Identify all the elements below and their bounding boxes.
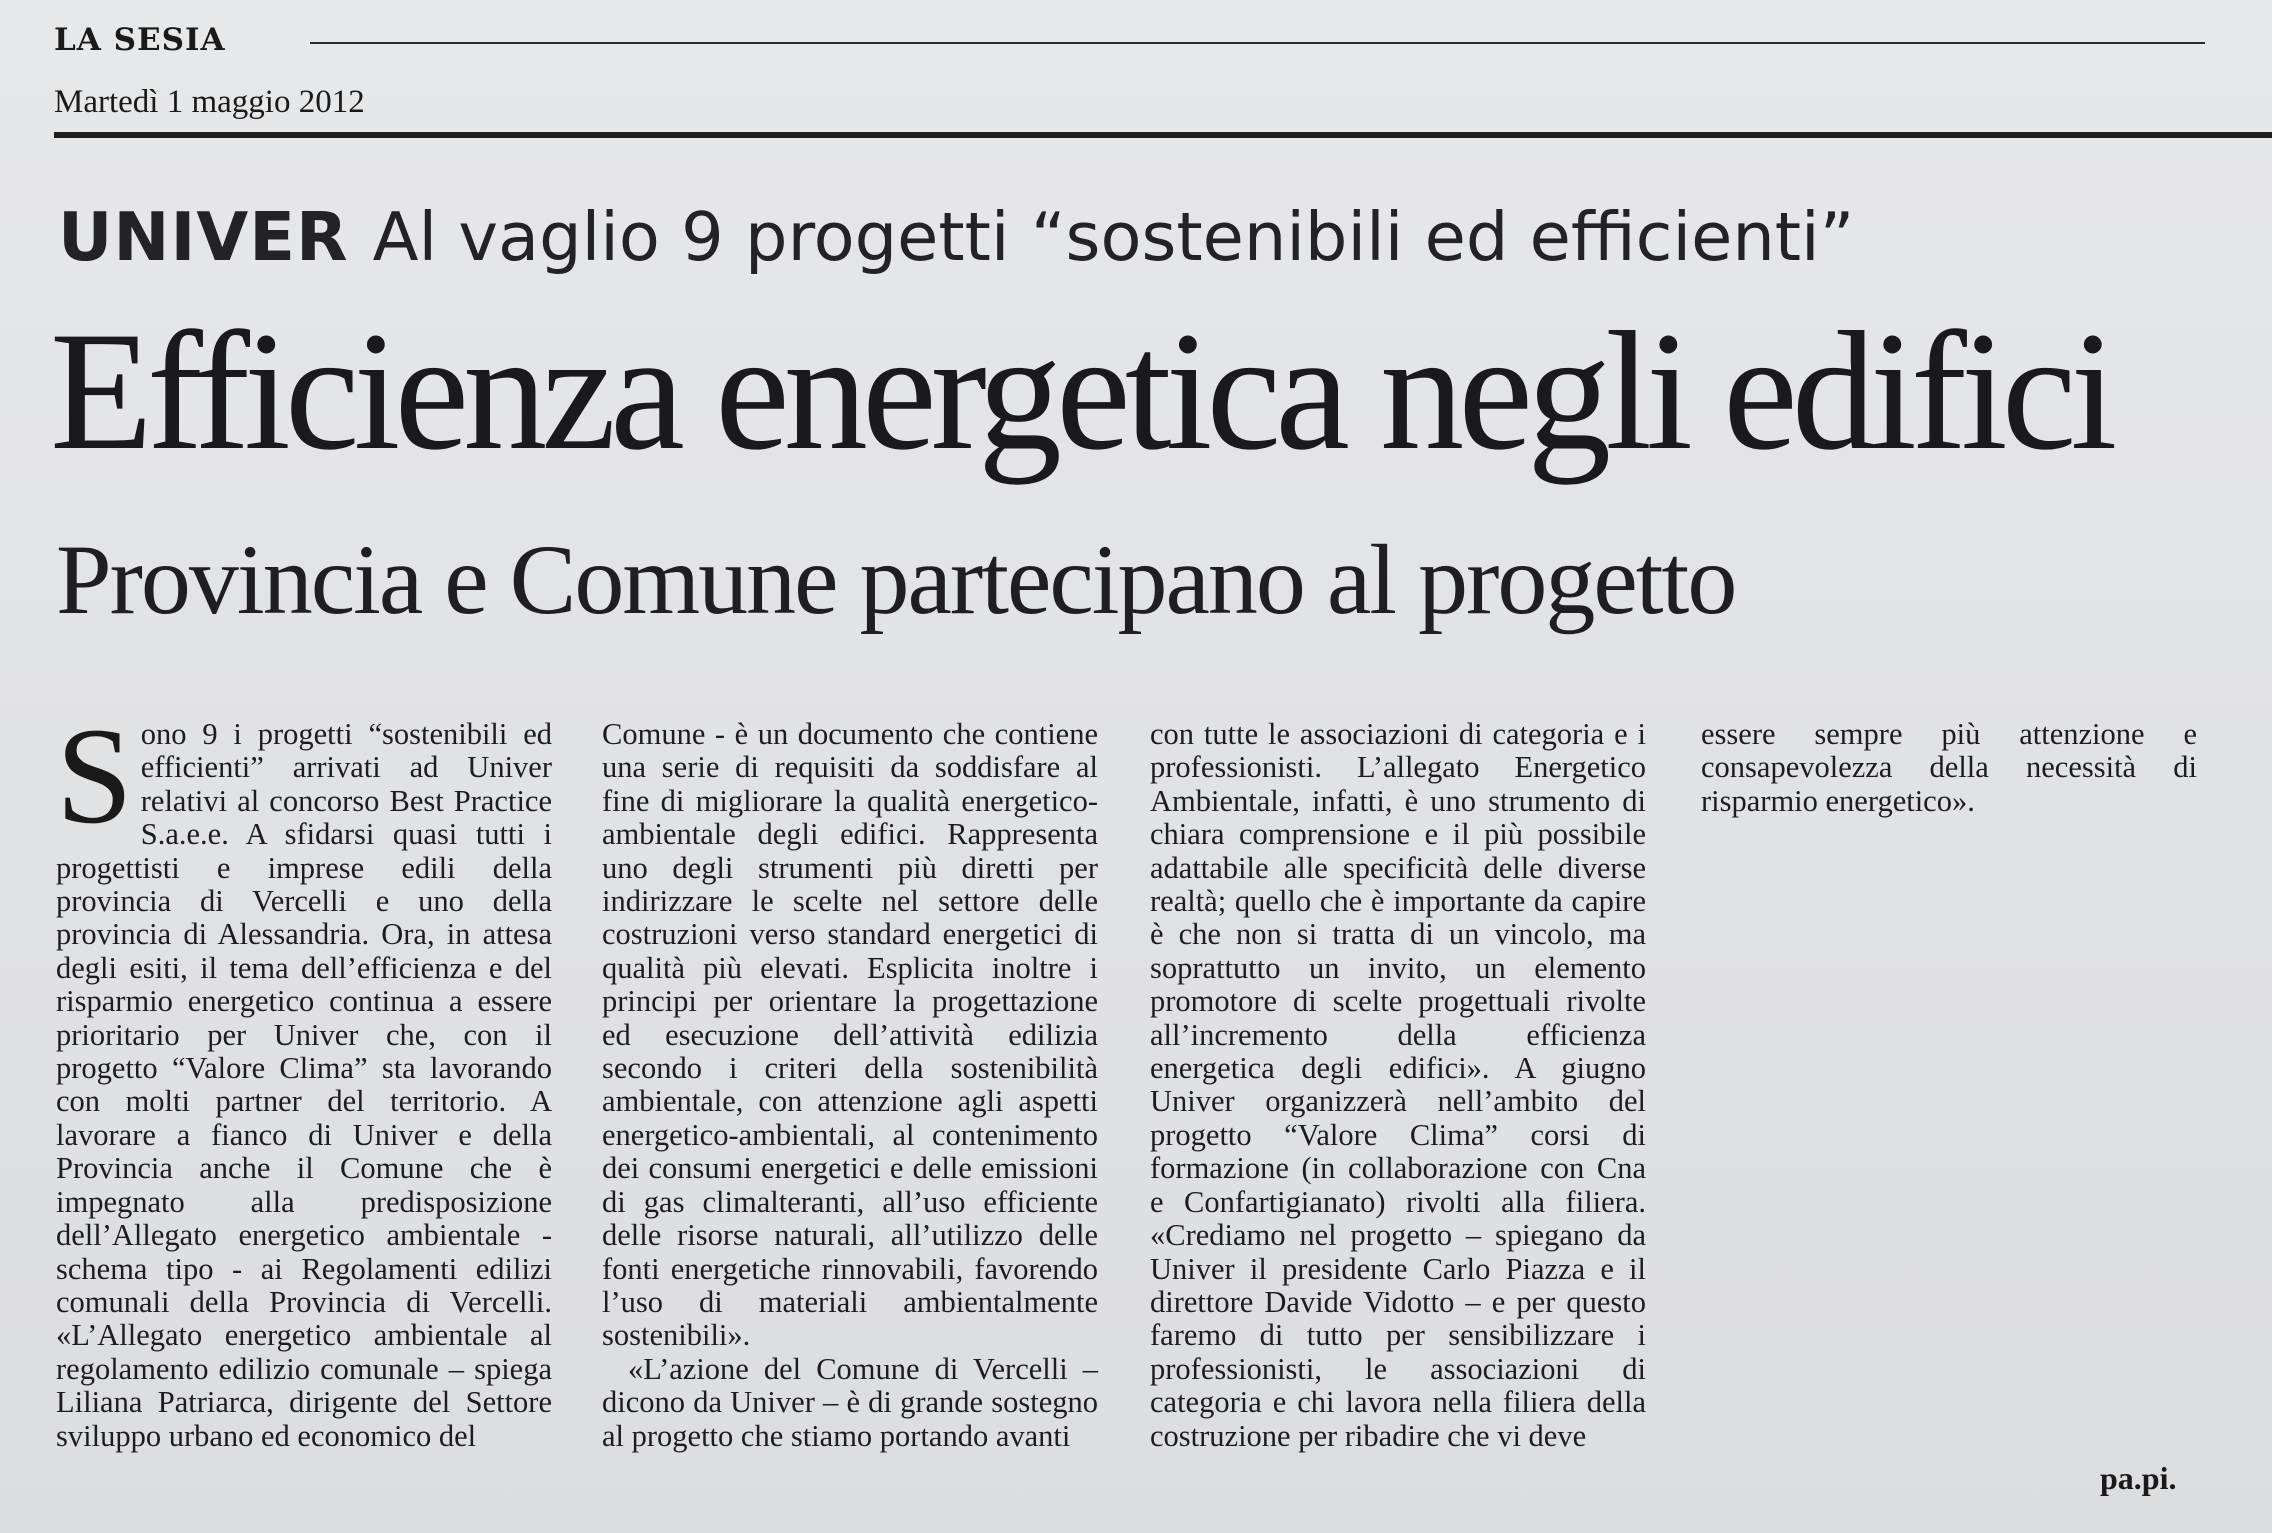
drop-cap: S <box>56 699 133 852</box>
masthead-rule <box>310 42 2205 44</box>
article-body <box>56 699 2206 1498</box>
author-byline: pa.pi. <box>2100 1460 2177 1496</box>
newspaper-masthead: LA SESIA <box>54 22 226 58</box>
body-paragraph: «L’azione del Comune di Vercelli – dicono da Univer – è di grande sostegno al progetto che stiamo portando avanti <box>602 1351 1098 1453</box>
body-column-3 <box>1150 718 1646 1453</box>
body-paragraph: con tutte le associazioni di categoria e i professionisti. L’allegato Energetico Ambientale, infatti, è uno strumento di chiara comprensione e il più possibile adattabile alle specificità delle diverse realtà; quello che è importante da capire è che non si tratta di un vincolo, ma soprattutto un invito, un elemento promotore di scelte progettuali rivolte all’incremento della efficienza energetica degli edifici». A giugno Univer organizzerà nell’ambito del progetto “Valore Clima” corsi di formazione (in collaborazione con Cna e Confartigianato) rivolti alla filiera. «Crediamo nel progetto – spiegano da Univer il presidente Carlo Piazza e il direttore Davide Vidotto – e per questo faremo di tutto per sensibilizzare i professionisti, le associazioni di categoria e chi lavora nella filiera della costruzione per ribadire che vi deve <box>1150 717 1646 1453</box>
header-divider <box>54 132 2272 138</box>
body-paragraph: Sono 9 i progetti “sostenibili ed efficienti” arrivati ad Univer relativi al concorso Best Practice S.a.e.e. A sfidarsi quasi tutti i progettisti e imprese edili della provincia di Vercelli e uno della provincia di Alessandria. Ora, in attesa degli esiti, il tema dell’efficienza e del risparmio energetico continua a essere prioritario per Univer che, con il progetto “Valore Clima” sta lavorando con molti partner del territorio. A lavorare a fianco di Univer e della Provincia anche il Comune che è impegnato alla predisposizione dell’Allegato energetico ambientale - schema tipo - ai Regolamenti edilizi comunali della Provincia di Vercelli. «L’Allegato energetico ambientale al regolamento edilizio comunale – spiega Liliana Patriarca, dirigente del Settore sviluppo urbano ed economico del <box>56 699 552 1453</box>
article-subhead: Provincia e Comune partecipano al progetto <box>56 524 1736 635</box>
body-column-2 <box>602 718 1098 1453</box>
kicker-tag: UNIVER <box>58 198 349 276</box>
body-column-1 <box>56 699 552 1453</box>
body-paragraph: Comune - è un documento che contiene una serie di requisiti da soddisfare al fine di migliorare la qualità energetico-ambientale degli edifici. Rappresenta uno degli strumenti più diretti per indirizzare le scelte nel settore delle costruzioni verso standard energetici di qualità più elevati. Esplicita inoltre i principi per orientare la progettazione ed esecuzione dell’attività edilizia secondo i criteri della sostenibilità ambientale, con attenzione agli aspetti energetico-ambientali, al contenimento dei consumi energetici e delle emissioni di gas climalteranti, all’uso efficiente delle risorse naturali, all’utilizzo delle fonti energetiche rinnovabili, favorendo l’uso di materiali ambientalmente sostenibili». <box>602 717 1098 1353</box>
kicker-text: Al vaglio 9 progetti “sostenibili ed efficienti” <box>372 198 1855 276</box>
body-column-4 <box>1701 718 2197 818</box>
body-paragraph: essere sempre più attenzione e consapevolezza della necessità di risparmio energetico». <box>1701 717 2197 818</box>
issue-date: Martedì 1 maggio 2012 <box>54 84 365 120</box>
article-kicker <box>58 197 2058 277</box>
article-headline: Efficienza energetica negli edifici <box>50 297 2112 485</box>
